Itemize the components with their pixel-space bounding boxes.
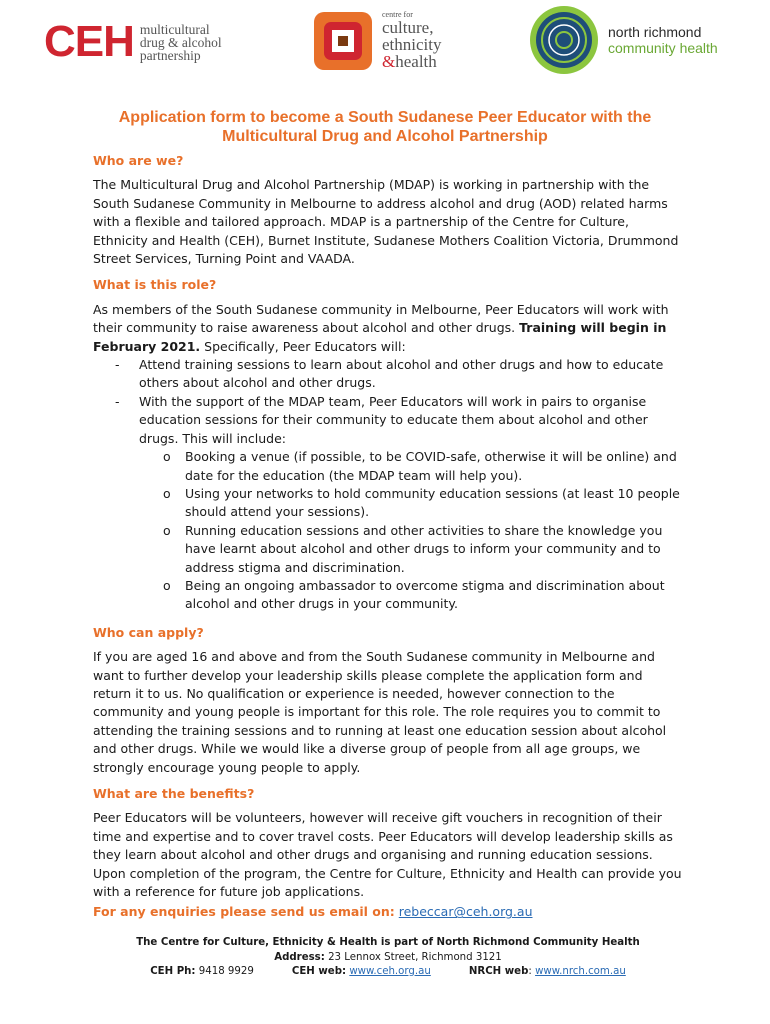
footer-phone-value: 9418 9929 bbox=[198, 966, 254, 977]
nrch-logo bbox=[528, 4, 718, 76]
sublist-item: o Running education sessions and other activities to share the knowledge you have learnt about alcohol and other drugs to inform your community and to address stigma and discrimination. bbox=[139, 522, 683, 577]
footer-nrch-web bbox=[469, 965, 626, 980]
logo-header bbox=[0, 0, 770, 90]
document-body bbox=[93, 152, 683, 922]
nrch-logo-line: north richmond bbox=[608, 24, 702, 40]
footer-contacts bbox=[93, 965, 683, 980]
cce-logo-line: culture, bbox=[382, 18, 434, 37]
paragraph-who-are-we: The Multicultural Drug and Alcohol Partnership (MDAP) is working in partnership with the South Sudanese Community in Melbourne to address alcohol and drug (AOD) related harms with a flexible and tailored approach. MDAP is a partnership of the Centre for Culture, Ethnicity and Health (CEH), Burnet Institute, Sudanese Mothers Coalition Victoria, Drummond Street Services, Turning Point and VAADA. bbox=[93, 177, 679, 267]
ceh-logo-mark: CEH bbox=[44, 17, 134, 66]
mdap-logo-line: drug & alcohol bbox=[139, 34, 222, 50]
enquiries-email-link[interactable]: rebeccar@ceh.org.au bbox=[398, 904, 533, 920]
sublist-item: o Being an ongoing ambassador to overcome stigma and discrimination about alcohol and other drugs in your community. bbox=[139, 577, 683, 614]
role-intro-after: Specifically, Peer Educators will: bbox=[204, 338, 406, 354]
footer bbox=[93, 936, 683, 980]
footer-address-value: 23 Lennox Street, Richmond 3121 bbox=[328, 951, 502, 963]
footer-phone-label: CEH Ph: bbox=[150, 966, 196, 977]
list-item bbox=[93, 393, 683, 614]
nrch-logo-line: community health bbox=[608, 40, 718, 56]
nrch-logo-text bbox=[608, 24, 718, 56]
paragraph-benefits: Peer Educators will be volunteers, however will receive gift vouchers in recognition of their time and expertise and to cover travel costs. Peer Educators will develop leadership skills as they learn about alcohol and other drugs and organising and running education sessions. Upon completion of the program, the Centre for Culture, Ethnicity and Health can provide you with a reference for future job applications. bbox=[93, 810, 682, 900]
footer-ceh-web bbox=[292, 965, 431, 980]
cce-logo-line: health bbox=[395, 52, 437, 71]
role-intro-text: As members of the South Sudanese community in Melbourne, Peer Educators will work with their community to raise awareness about alcohol and other drugs. bbox=[93, 301, 669, 336]
role-list bbox=[93, 356, 683, 614]
mdap-logo-text bbox=[140, 23, 222, 62]
cce-logo-amp: & bbox=[382, 52, 396, 71]
ceh-web-link[interactable]: www.ceh.org.au bbox=[349, 966, 431, 977]
cce-logo-line: ethnicity bbox=[382, 35, 442, 54]
mdap-logo-line: multicultural bbox=[139, 21, 210, 37]
centre-culture-logo bbox=[312, 10, 441, 72]
cce-square-icon bbox=[312, 10, 374, 72]
nrch-web-link[interactable]: www.nrch.com.au bbox=[535, 966, 626, 977]
heading-who-are-we: Who are we? bbox=[93, 153, 184, 168]
paragraph-role-intro bbox=[93, 301, 683, 356]
page-title: Application form to become a South Sudanese Peer Educator with the Multicultural Drug and Alcohol Partnership bbox=[118, 109, 652, 145]
list-item-text: With the support of the MDAP team, Peer Educators will work in pairs to organise education sessions for their community to educate them about alcohol and other drugs. This will include: bbox=[139, 393, 648, 446]
heading-what-is-role: What is this role? bbox=[93, 277, 217, 293]
ceh-mdap-logo bbox=[44, 18, 222, 66]
heading-who-can-apply: Who can apply? bbox=[93, 624, 204, 640]
role-training-date: Training will begin in February 2021. bbox=[93, 320, 667, 354]
mdap-logo-line: partnership bbox=[139, 47, 201, 63]
footer-phone bbox=[150, 965, 254, 980]
sublist-item: o Booking a venue (if possible, to be COVID-safe, otherwise it will be online) and date for the education (the MDAP team will help you). bbox=[139, 448, 683, 485]
role-sublist bbox=[139, 448, 683, 614]
heading-benefits: What are the benefits? bbox=[93, 786, 255, 801]
enquiries-line bbox=[93, 903, 683, 921]
footer-ceh-web-label: CEH web: bbox=[291, 966, 347, 977]
list-item: - Attend training sessions to learn about alcohol and other drugs and how to educate others about alcohol and other drugs. bbox=[93, 356, 683, 393]
footer-nrch-colon: : bbox=[528, 966, 532, 977]
cce-logo-text bbox=[382, 10, 441, 70]
enquiries-label: For any enquiries please send us email on: bbox=[93, 904, 395, 920]
footer-nrch-web-label: NRCH web bbox=[468, 966, 529, 977]
footer-org-line: The Centre for Culture, Ethnicity & Health is part of North Richmond Community Health bbox=[136, 937, 640, 948]
footer-address-label: Address: bbox=[274, 951, 325, 963]
nrch-circle-icon bbox=[528, 4, 600, 76]
cce-logo-small: centre for bbox=[382, 10, 413, 19]
sublist-item: o Using your networks to hold community education sessions (at least 10 people should attend your sessions). bbox=[139, 485, 683, 522]
paragraph-who-can-apply: If you are aged 16 and above and from the South Sudanese community in Melbourne and want to further develop your leadership skills please complete the application form and return it to us. No qualification or experience is needed, however connection to the community and young people is important for this role. The role requires you to commit to attending the training sessions and to running at least one education session about alcohol and other drugs. While we would like a diverse group of people from all age groups, we strongly encourage young people to apply. bbox=[93, 649, 667, 775]
footer-address bbox=[93, 951, 683, 966]
